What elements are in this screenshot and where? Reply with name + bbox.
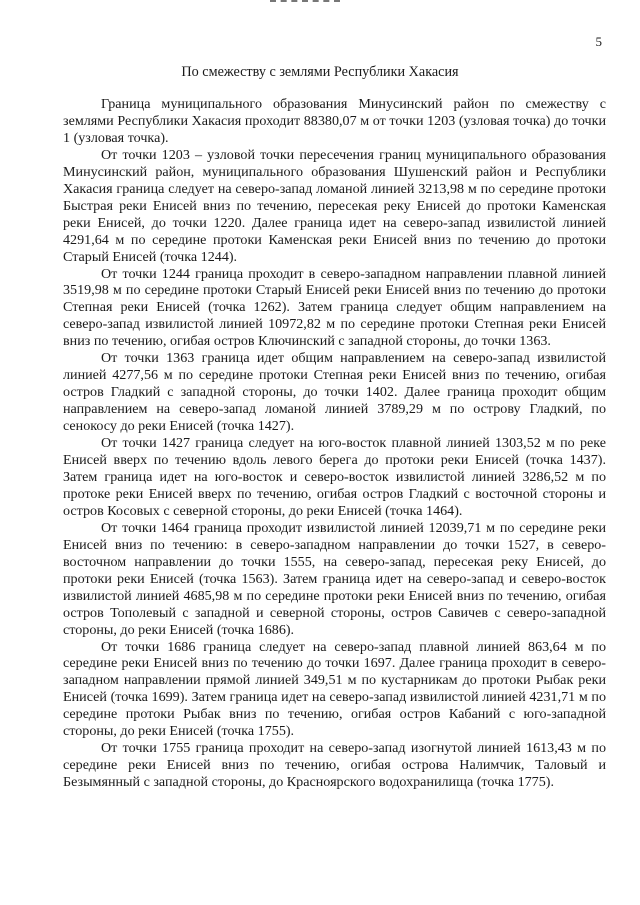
paragraph: От точки 1755 граница проходит на северо-запад изогнутой линией 1613,43 м по середине реки Енисей вниз по течению, огибая острова Налимчик, Таловый и Безымянный с западной стороны, до Красноярского водохранилища (точка 1775). — [63, 740, 606, 791]
paragraph: От точки 1686 граница следует на северо-запад плавной линией 863,64 м по середине реки Енисей вниз по течению до точки 1697. Далее граница проходит в северо-западном направлении прямой линией 349,51 м по кустарникам до протоки Рыбак реки Енисей (точка 1699). Затем граница идет на северо-запад извилистой линией 4231,71 м по середине протоки Рыбак вниз по течению, огибая остров Кабаний с юго-западной стороны, до реки Енисей (точка 1755). — [63, 638, 606, 740]
paragraph: От точки 1244 граница проходит в северо-западном направлении плавной линией 3519,98 м по середине протоки Старый Енисей реки Енисей вниз по течению до протоки Степная реки Енисей (точка 1262). Затем граница следует общим направлением на северо-запад извилистой линией 10972,82 м по середине протоки Степная реки Енисей вниз по течению, огибая остров Ключинский с западной стороны, до точки 1363. — [63, 265, 606, 350]
paragraph: От точки 1203 – узловой точки пересечения границ муниципального образования Минусинский район, муниципального образования Шушенский район и Республики Хакасия граница следует на северо-запад ломаной линией 3213,98 м по середине протоки Быстрая реки Енисей вниз по течению, пересекая реку Енисей до протоки Каменская реки Енисей, до точки 1220. Далее граница идет на северо-запад извилистой линией 4291,64 м по середине протоки Каменская реки Енисей вниз по течению до протоки Старый Енисей (точка 1244). — [63, 146, 606, 265]
paragraph: От точки 1464 граница проходит извилистой линией 12039,71 м по середине реки Енисей вниз по течению: в северо-западном направлении до точки 1527, в северо-восточном направлении до точки 1555, на северо-запад, пересекая реку Енисей, до протоки реки Енисей (точка 1563). Затем граница идет на северо-запад и северо-восток извилистой линией 4685,98 м по середине протоки реки Енисей вниз по течению, огибая остров Тополевый с западной и северной стороны, остров Савичев с северо-западной стороны, до реки Енисей (точка 1686). — [63, 519, 606, 638]
scan-edge-mark — [270, 0, 340, 5]
paragraph: От точки 1427 граница следует на юго-восток плавной линией 1303,52 м по реке Енисей вверх по течению вдоль левого берега до протоки реки Енисей (точка 1437). Затем граница идет на юго-восток и северо-восток извилистой линией 3286,52 м по протоке реки Енисей вверх по течению, огибая остров Гладкий с восточной стороны и остров Косовых с северной стороны, до реки Енисей (точка 1464). — [63, 435, 606, 519]
paragraph: От точки 1363 граница идет общим направлением на северо-запад извилистой линией 4277,56 м по середине протоки Степная реки Енисей вниз по течению, огибая остров Гладкий с западной стороны, до точки 1402. Далее граница проходит общим направлением на северо-запад ломаной линией 3789,29 м по острову Гладкий, по сенокосу до реки Енисей (точка 1427). — [63, 350, 606, 435]
document-body — [63, 96, 606, 791]
page-number: 5 — [595, 34, 602, 49]
section-title: По смежеству с землями Республики Хакасия — [181, 64, 459, 80]
paragraph: Граница муниципального образования Минусинский район по смежеству с землями Республики Хакасия проходит 88380,07 м от точки 1203 (узловая точка) до точки 1 (узловая точка). — [63, 96, 606, 146]
